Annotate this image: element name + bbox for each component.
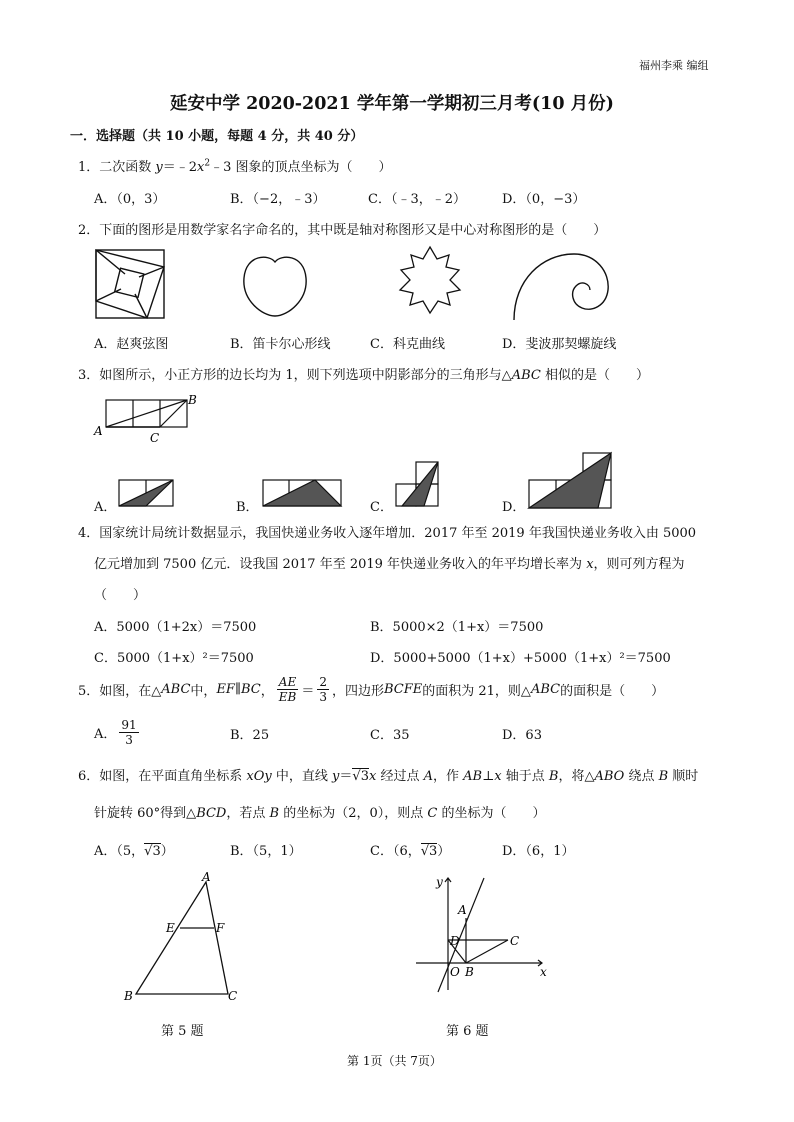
- q4-option-c: C．5000（1+x）²＝7500: [94, 651, 254, 666]
- fig6-caption: 第 6 题: [446, 1024, 489, 1039]
- fibonacci-spiral-figure: [512, 250, 612, 322]
- q3-stem: 3．如图所示，小正方形的边长均为 1，则下列选项中阴影部分的三角形与△ABC 相似的是（ ）: [78, 368, 649, 383]
- section-heading: 一．选择题（共 10 小题，每题 4 分，共 40 分）: [70, 129, 364, 144]
- fig5-label-e: E: [166, 921, 175, 935]
- q3-option-a: A．: [94, 500, 117, 515]
- koch-curve-figure: [390, 245, 470, 325]
- q3-option-c: C．: [370, 500, 393, 515]
- q2-option-a: A．赵爽弦图: [94, 337, 169, 352]
- q5-option-a: A． $\frac{91}{3}$: [94, 717, 137, 747]
- q3-option-b: B．: [236, 500, 259, 515]
- q6-option-b: B．（5，1）: [230, 844, 302, 859]
- cardioid-figure: [242, 254, 308, 318]
- q3-label-b: B: [188, 393, 197, 407]
- page-footer: 第 1页（共 7页）: [347, 1054, 442, 1068]
- fig6-label-d: D: [450, 934, 460, 948]
- q1-option-c: C．（﹣3，﹣2）: [368, 192, 466, 207]
- q6-option-c: C．（6，√3）: [370, 844, 451, 859]
- q5-fraction-2-3: $\frac{2}{3}$: [319, 674, 327, 704]
- q4-option-a: A．5000（1+2x）＝7500: [94, 620, 257, 635]
- fig6-label-x: x: [540, 965, 547, 979]
- q2-option-b: B．笛卡尔心形线: [230, 337, 331, 352]
- page-title: 延安中学 2020-2021 学年第一学期初三月考(10 月份): [170, 94, 614, 114]
- fig6-label-a: A: [458, 903, 467, 917]
- q3-label-a: A: [94, 424, 103, 438]
- fig5-label-b: B: [124, 989, 133, 1003]
- q3-option-c-figure: [394, 460, 440, 510]
- q6-option-a: A．（5，√3）: [94, 844, 174, 859]
- q1-option-d: D．（0，−3）: [502, 192, 586, 207]
- q5-fraction-ae-eb: $\frac{AE}{EB}$: [278, 674, 297, 704]
- q5-option-c: C．35: [370, 728, 410, 743]
- q6-option-d: D．（6，1）: [502, 844, 575, 859]
- fig6-label-b: B: [465, 965, 474, 979]
- fig5-label-c: C: [228, 989, 238, 1003]
- q3-option-b-figure: [262, 478, 342, 508]
- fig6-label-o: O: [450, 965, 460, 979]
- fig5-label-f: F: [216, 921, 225, 935]
- q5-triangle-figure: [120, 872, 250, 1007]
- q3-option-d-figure: [528, 452, 612, 510]
- q5-option-d: D．63: [502, 728, 542, 743]
- q3-label-c: C: [150, 431, 160, 445]
- fig6-label-c: C: [510, 934, 520, 948]
- fig6-label-y: y: [436, 875, 443, 889]
- q6-line1: 6．如图，在平面直角坐标系 xOy 中，直线 y＝√3x 经过点 A，作 AB⊥x 轴于点 B，将△ABO 绕点 B 顺时: [78, 769, 699, 784]
- q1-option-b: B．（−2，﹣3）: [230, 192, 326, 207]
- q5-option-b: B．25: [230, 728, 270, 743]
- q2-option-d: D．斐波那契螺旋线: [502, 337, 617, 352]
- fig5-caption: 第 5 题: [161, 1024, 204, 1039]
- q4-option-d: D．5000+5000（1+x）+5000（1+x）²＝7500: [370, 651, 671, 666]
- q1-stem: 1．二次函数 $y=﹣2x^2﹣3$ 图象的顶点坐标为（ ）: [78, 158, 392, 175]
- header-compiler: 福州李乘 编组: [639, 59, 709, 72]
- fig5-label-a: A: [202, 870, 211, 884]
- zhao-shuang-figure: [95, 249, 165, 319]
- q4-line1: 4．国家统计局统计数据显示，我国快递业务收入逐年增加．2017 年至 2019 年我国快递业务收入由 5000: [78, 526, 697, 541]
- q1-option-a: A．（0，3）: [94, 192, 166, 207]
- q6-line2: 针旋转 60°得到△BCD，若点 B 的坐标为（2，0），则点 C 的坐标为（ ）: [94, 806, 546, 821]
- q2-stem: 2．下面的图形是用数学家名字命名的，其中既是轴对称图形又是中心对称图形的是（ ）: [78, 223, 607, 238]
- q2-option-c: C．科克曲线: [370, 337, 445, 352]
- q4-line2: 亿元增加到 7500 亿元．设我国 2017 年至 2019 年快递业务收入的年平均增长率为 x，则可列方程为: [94, 557, 685, 572]
- q4-line3: （ ）: [94, 588, 147, 603]
- q4-option-b: B．5000×2（1+x）＝7500: [370, 620, 544, 635]
- q6-coordinate-figure: [410, 872, 560, 992]
- q3-reference-figure: [90, 390, 200, 448]
- q3-option-a-figure: [118, 478, 174, 508]
- q3-option-d: D．: [502, 500, 526, 515]
- q5-stem: 5．如图，在△ ABC 中， EF ∥ BC ， $\frac{AE}{EB}$ ＝ $\frac{2}{3}$ ，四边形 BCFE 的面积为 21，则△ ABC 的面积是（ ）: [78, 674, 665, 704]
